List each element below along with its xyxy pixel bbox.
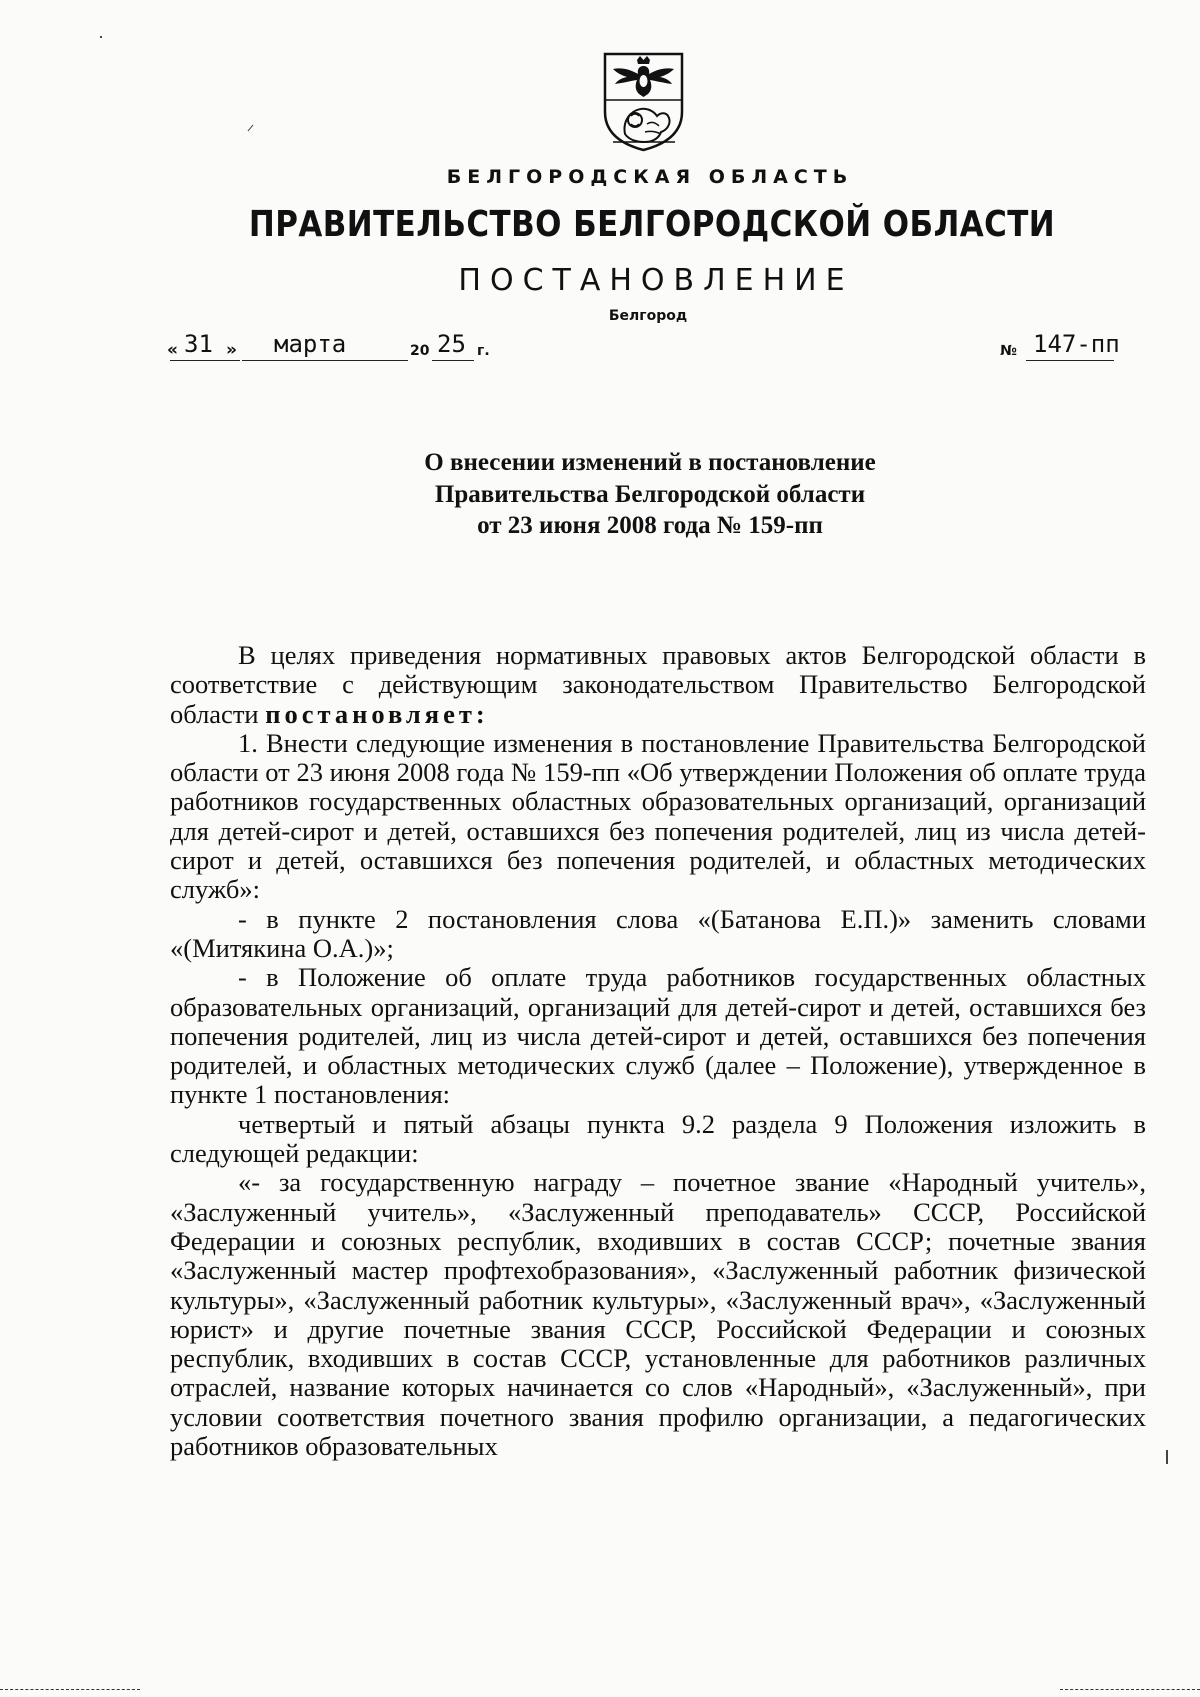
body-paragraph: - в Положение об оплате труда работников государственных областных образовательных организаций, организаций для детей-сирот и детей, оставшихся без попечения родителей, лиц из числа детей-сирот и детей, оставшихся без попечения родителей, и областных методических служб (далее – Положение), утвержденное в пункте 1 постановления: (170, 962, 1146, 1110)
date-close-quote: » (226, 340, 237, 360)
date-month-underline (242, 360, 408, 361)
number-underline (1026, 360, 1114, 361)
resolves-keyword: постановляет: (265, 698, 489, 729)
region-heading: БЕЛГОРОДСКАЯ ОБЛАСТЬ (446, 166, 854, 188)
date-year-underline (432, 360, 474, 361)
document-title (0, 447, 1200, 542)
number-label: № (1000, 343, 1017, 359)
title-line: от 23 июня 2008 года № 159-пп (477, 512, 823, 539)
date-day: 31 (184, 330, 213, 358)
body-paragraph: - в пункте 2 постановления слова «(Батанова Е.П.)» заменить словами «(Митякина О.А.)»; (170, 903, 1146, 963)
scan-speck (248, 125, 254, 132)
body-paragraph: четвертый и пятый абзацы пункта 9.2 раздела 9 Положения изложить в следующей редакции: (170, 1108, 1146, 1169)
date-year-mark: г. (477, 343, 490, 359)
government-heading: ПРАВИТЕЛЬСТВО БЕЛГОРОДСКОЙ ОБЛАСТИ (248, 204, 1056, 245)
title-line: Правительства Белгородской области (434, 480, 866, 508)
body-paragraph: «- за государственную награду – почетное звание «Народный учитель», «Заслуженный учитель», «Заслуженный преподаватель» СССР, Российской Федерации и союзных республик, входивших в состав СССР; почетные звания «Заслуженный мастер профтехобразования», «Заслуженный работник физической культуры», «Заслуженный работник культуры», «Заслуженный врач», «Заслуженный юрист» и другие почетные звания СССР, Российской Федерации и союзных республик, входивших в состав СССР, установленные для работников различных отраслей, название которых начинается со слов «Народный», «Заслуженный», при условии соответствия почетного звания профилю организации, а педагогических работников образовательных (170, 1167, 1146, 1462)
title-line: О внесении изменений в постановление (424, 449, 876, 476)
document-type-heading: ПОСТАНОВЛЕНИЕ (458, 263, 854, 298)
city-label: Белгород (608, 308, 688, 324)
paragraph-text: В целях приведения нормативных правовых актов Белгородской области в соответствие с действующим законодательством Правительство Белгородской области (170, 640, 1146, 729)
date-year-prefix: 20 (410, 343, 430, 359)
body-paragraph: 1. Внести следующие изменения в постановление Правительства Белгородской области от 23 июня 2008 года № 159-пп «Об утверждении Положения об оплате труда работников государственных областных образовательных организаций, организаций для детей-сирот и детей, оставшихся без попечения родителей, лиц из числа детей-сирот и детей, оставшихся без попечения родителей, и областных методических служб»: (170, 727, 1146, 905)
scan-artifact-line (1060, 1689, 1200, 1690)
date-month: марта (274, 330, 347, 358)
scan-artifact-line (0, 1689, 140, 1690)
decree-number: 147-пп (1033, 330, 1120, 358)
scan-speck (100, 36, 102, 38)
date-day-underline (170, 360, 240, 361)
coat-of-arms-icon (601, 50, 686, 153)
document-body (170, 641, 1146, 1461)
date-year-suffix: 25 (437, 330, 466, 358)
body-paragraph (170, 641, 1146, 729)
scan-speck (1166, 1450, 1168, 1464)
date-open-quote: « (167, 340, 178, 360)
